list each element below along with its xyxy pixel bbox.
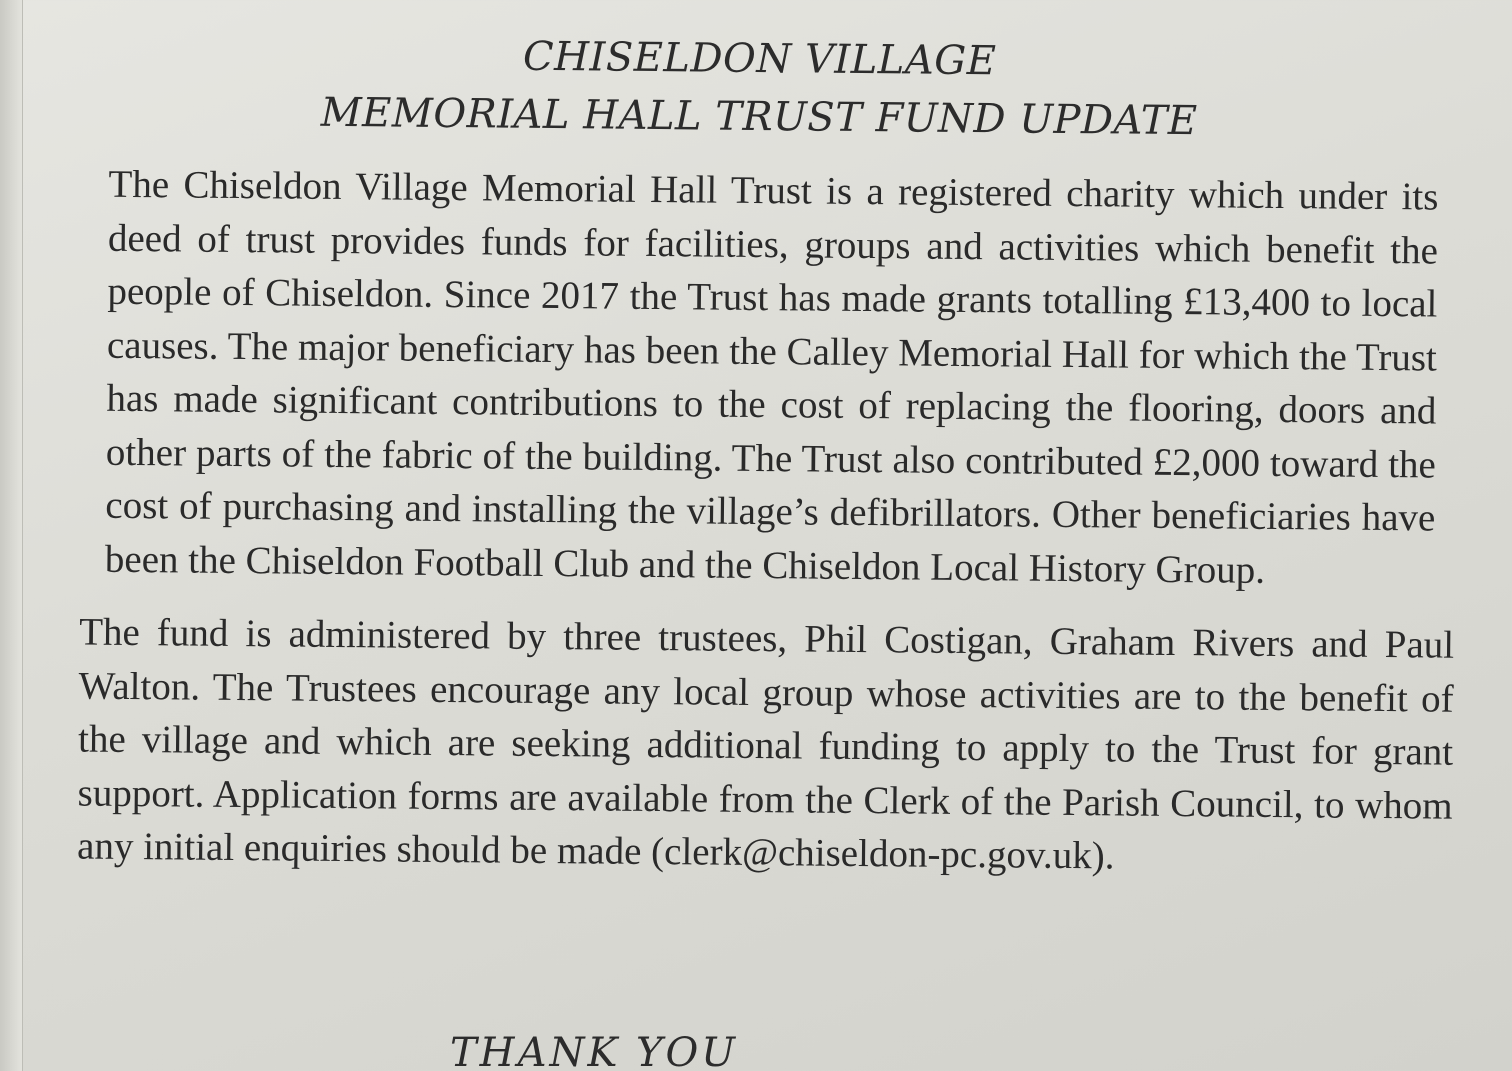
footer-heading-cut-off: THANK YOU (450, 1030, 738, 1071)
page-edge (0, 0, 23, 1071)
document-page (50, 23, 1460, 1071)
paragraph-trustees-info: The fund is administered by three trustees, Phil Costigan, Graham Rivers and Paul Walton. The Trustees encourage any local group whose activities are to the benefit of the village and which are seeking additional funding to apply to the Trust for grant support. Application forms are available from the Clerk of the Parish Council, to whom any initial enquiries should be made (clerk@chiseldon-pc.gov.uk). (76, 610, 1455, 878)
title-line-1: CHISELDON VILLAGE (522, 33, 997, 85)
paragraph-trust-overview: The Chiseldon Village Memorial Hall Trust is a registered charity which under its deed of trust provides funds for facilities, groups and activities which benefit the people of Chiseldon. Since 2017 the Trust has made grants totalling £13,400 to local causes. The major beneficiary has been the Calley Memorial Hall for which the Trust has made significant contributions to the cost of replacing the flooring, doors and other parts of the fabric of the building. The Trust also contributed £2,000 toward the cost of purchasing and installing the village’s defibrillators. Other beneficiaries have been the Chiseldon Football Club and the Chiseldon Local History Group. (104, 162, 1439, 592)
document-title (59, 23, 1460, 152)
title-line-2: MEMORIAL HALL TRUST FUND UPDATE (320, 89, 1198, 145)
